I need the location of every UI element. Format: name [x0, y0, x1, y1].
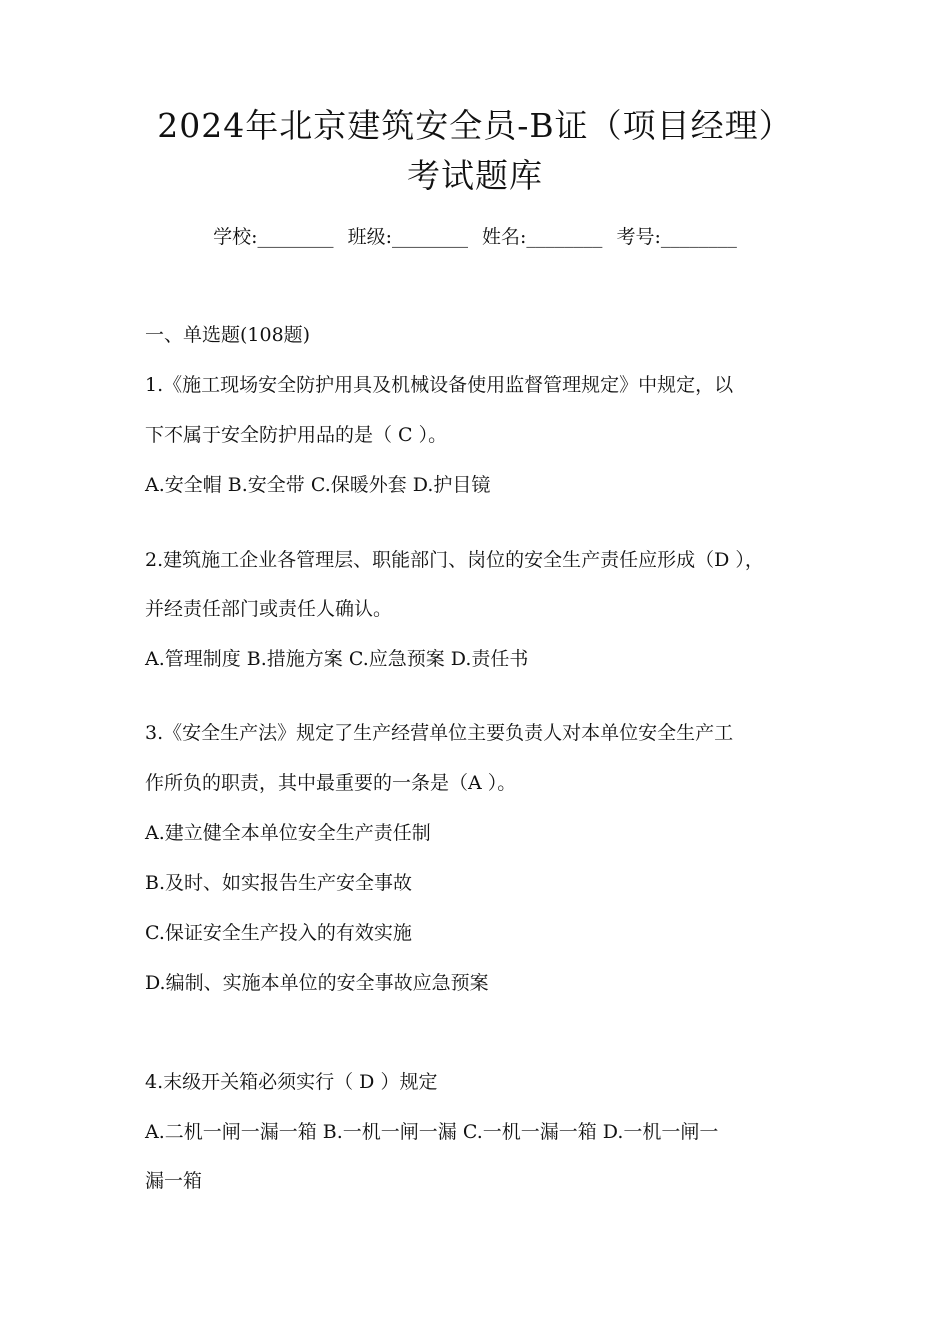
question-2-line-1: 2.建筑施工企业各管理层、职能部门、岗位的安全生产责任应形成（D ）， — [145, 549, 764, 571]
question-1-line-2: 下不属于安全防护用品的是（ C ）。 — [145, 424, 448, 446]
question-4-line-1: 4.末级开关箱必须实行（ D ）规定 — [145, 1071, 438, 1093]
class-field: 班级:________ — [347, 226, 468, 248]
question-1-options: A.安全帽 B.安全带 C.保暖外套 D.护目镜 — [145, 474, 491, 496]
name-field: 姓名:________ — [482, 226, 603, 248]
exam-number-field: 考号:________ — [616, 226, 737, 248]
student-info-row — [0, 222, 950, 252]
section-heading: 一、单选题(108题) — [145, 324, 311, 346]
question-3-option-c: C.保证安全生产投入的有效实施 — [145, 922, 412, 944]
question-3-option-d: D.编制、实施本单位的安全事故应急预案 — [145, 972, 489, 994]
question-2-options: A.管理制度 B.措施方案 C.应急预案 D.责任书 — [145, 648, 529, 670]
document-title-line1: 2024年北京建筑安全员-B证（项目经理） — [157, 106, 793, 145]
document-title-line2: 考试题库 — [407, 156, 543, 195]
question-3-option-b: B.及时、如实报告生产安全事故 — [145, 872, 413, 894]
question-1-line-1: 1.《施工现场安全防护用具及机械设备使用监督管理规定》中规定，以 — [145, 374, 734, 396]
school-field: 学校:________ — [213, 226, 334, 248]
question-3-line-2: 作所负的职责，其中最重要的一条是（A ）。 — [145, 772, 517, 794]
question-3-line-1: 3.《安全生产法》规定了生产经营单位主要负责人对本单位安全生产工 — [145, 722, 734, 744]
question-4-options-cont: 漏一箱 — [145, 1170, 203, 1192]
question-3-option-a: A.建立健全本单位安全生产责任制 — [145, 822, 431, 844]
question-4-options: A.二机一闸一漏一箱 B.一机一闸一漏 C.一机一漏一箱 D.一机一闸一 — [145, 1121, 719, 1143]
question-2-line-2: 并经责任部门或责任人确认。 — [145, 598, 393, 620]
